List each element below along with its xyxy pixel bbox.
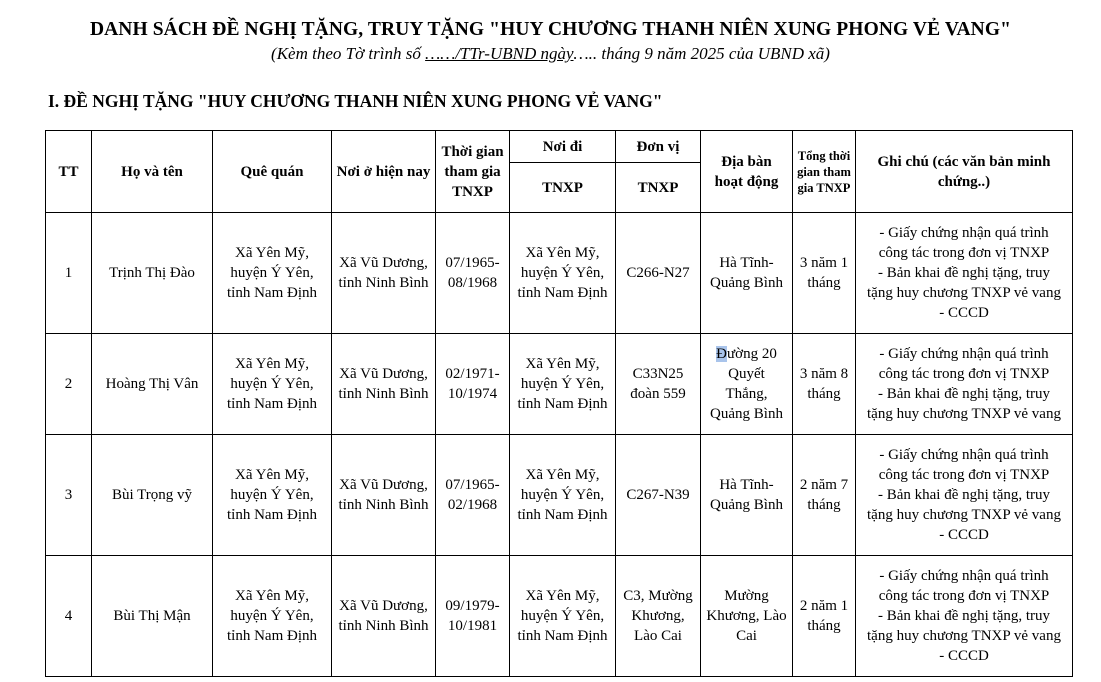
area-line: Hà Tĩnh- [719, 477, 774, 493]
unit-line: C33N25 [632, 366, 684, 382]
residence-line: tỉnh Ninh Bình [338, 386, 429, 402]
time-line: 02/1968 [447, 497, 498, 513]
row-area [701, 334, 793, 435]
origin-line: huyện Ý Yên, [520, 608, 605, 624]
row-residence [332, 334, 436, 435]
row-index: 2 [46, 334, 92, 435]
note-line: - Giấy chứng nhận quá trình [879, 568, 1049, 584]
note-line: - Bản khai đề nghị tặng, truy [877, 608, 1051, 624]
row-total [793, 556, 856, 677]
hometown-line: tỉnh Nam Định [227, 285, 317, 301]
row-origin [510, 435, 616, 556]
origin-line: tỉnh Nam Định [517, 285, 608, 301]
note-line: công tác trong đơn vị TNXP [878, 588, 1050, 604]
row-name: Bùi Trọng vỹ [92, 435, 213, 556]
row-hometown [213, 213, 332, 334]
note-line: - CCCD [939, 527, 989, 543]
residence-line: Xã Vũ Dương, [339, 255, 428, 271]
header-origin-top: Nơi đi [510, 131, 616, 163]
total-line: tháng [807, 497, 841, 513]
row-name: Hoàng Thị Vân [92, 334, 213, 435]
area-line: Hà Tĩnh- [719, 255, 774, 271]
area-line: Quảng Bình [710, 406, 783, 422]
row-origin [510, 213, 616, 334]
note-line: công tác trong đơn vị TNXP [878, 467, 1050, 483]
hometown-line: Xã Yên Mỹ, [234, 356, 309, 372]
unit-line: đoàn 559 [630, 386, 686, 402]
row-hometown [213, 334, 332, 435]
subtitle-suffix: ….. tháng 9 năm 2025 của UBND xã) [573, 44, 830, 63]
area-line-rest: ường 20 [727, 346, 777, 362]
section-heading: I. ĐỀ NGHỊ TẶNG "HUY CHƯƠNG THANH NIÊN XUNG PHONG VẺ VANG" [48, 91, 663, 111]
note-line: - Bản khai đề nghị tặng, truy [877, 386, 1051, 402]
note-line: - CCCD [939, 648, 989, 664]
origin-line: tỉnh Nam Định [517, 628, 608, 644]
header-time [436, 131, 510, 213]
area-line: Quảng Bình [710, 497, 783, 513]
header-time-line: Thời gian [441, 143, 504, 160]
total-line: 2 năm 7 [799, 477, 849, 493]
row-notes [856, 213, 1073, 334]
area-line [701, 344, 792, 364]
header-unit-bottom: TNXP [616, 163, 701, 213]
note-line: - Giấy chứng nhận quá trình [879, 447, 1049, 463]
row-origin [510, 556, 616, 677]
nominee-table [45, 130, 1073, 677]
note-line: công tác trong đơn vị TNXP [878, 366, 1050, 382]
text-selection-highlight: Đ [716, 346, 728, 362]
row-notes [856, 334, 1073, 435]
header-hometown: Quê quán [213, 131, 332, 213]
unit-line: C267-N39 [626, 487, 690, 503]
time-line: 10/1981 [447, 618, 498, 634]
row-area [701, 556, 793, 677]
residence-line: Xã Vũ Dương, [339, 366, 428, 382]
residence-line: Xã Vũ Dương, [339, 598, 428, 614]
note-line: tặng huy chương TNXP vẻ vang [867, 285, 1061, 301]
hometown-line: Xã Yên Mỹ, [234, 245, 309, 261]
total-line: 2 năm 1 [799, 598, 849, 614]
time-line: 08/1968 [447, 275, 498, 291]
origin-line: tỉnh Nam Định [517, 507, 608, 523]
table-row [46, 213, 1073, 334]
row-name: Bùi Thị Mận [92, 556, 213, 677]
origin-line: huyện Ý Yên, [520, 376, 605, 392]
total-line: tháng [807, 275, 841, 291]
area-line: Khương, Lào [706, 608, 787, 624]
row-unit [616, 334, 701, 435]
header-time-line: TNXP [452, 183, 493, 200]
header-area-line: hoạt động [714, 173, 779, 190]
header-tt: TT [46, 131, 92, 213]
total-line: tháng [807, 618, 841, 634]
area-line: Cai [736, 628, 757, 644]
row-total [793, 334, 856, 435]
header-notes-line: Ghi chú (các văn bản minh [877, 153, 1051, 170]
row-notes [856, 435, 1073, 556]
row-hometown [213, 556, 332, 677]
note-line: tặng huy chương TNXP vẻ vang [867, 507, 1061, 523]
header-area [701, 131, 793, 213]
header-notes [856, 131, 1073, 213]
table-row [46, 556, 1073, 677]
origin-line: tỉnh Nam Định [517, 396, 608, 412]
document-title: DANH SÁCH ĐỀ NGHỊ TẶNG, TRUY TẶNG "HUY CHƯƠNG THANH NIÊN XUNG PHONG VẺ VANG" [89, 19, 1012, 40]
document-subtitle [0, 44, 1101, 64]
table-row [46, 334, 1073, 435]
time-line: 07/1965- [445, 477, 500, 493]
row-residence [332, 213, 436, 334]
row-time [436, 213, 510, 334]
note-line: - Giấy chứng nhận quá trình [879, 225, 1049, 241]
area-line: Thắng, [725, 386, 768, 402]
note-line: - Giấy chứng nhận quá trình [879, 346, 1049, 362]
note-line: - Bản khai đề nghị tặng, truy [877, 265, 1051, 281]
hometown-line: huyện Ý Yên, [230, 265, 314, 281]
header-time-line: tham gia [444, 163, 501, 180]
row-time [436, 556, 510, 677]
note-line: tặng huy chương TNXP vẻ vang [867, 406, 1061, 422]
note-line: tặng huy chương TNXP vẻ vang [867, 628, 1061, 644]
unit-line: Lào Cai [634, 628, 682, 644]
hometown-line: huyện Ý Yên, [230, 376, 314, 392]
note-line: công tác trong đơn vị TNXP [878, 245, 1050, 261]
hometown-line: tỉnh Nam Định [227, 628, 317, 644]
area-line: Mường [724, 588, 769, 604]
row-name: Trịnh Thị Đào [92, 213, 213, 334]
row-notes [856, 556, 1073, 677]
unit-line: C266-N27 [626, 265, 690, 281]
hometown-line: Xã Yên Mỹ, [234, 588, 309, 604]
row-time [436, 334, 510, 435]
row-total [793, 213, 856, 334]
header-total-time [793, 131, 856, 213]
hometown-line: huyện Ý Yên, [230, 608, 314, 624]
hometown-line: Xã Yên Mỹ, [234, 467, 309, 483]
table-row [46, 435, 1073, 556]
origin-line: Xã Yên Mỹ, [525, 588, 600, 604]
header-total-line: gian tham [797, 164, 851, 179]
origin-line: Xã Yên Mỹ, [525, 245, 600, 261]
row-index: 1 [46, 213, 92, 334]
subtitle-prefix: (Kèm theo Tờ trình số [271, 44, 426, 63]
row-hometown [213, 435, 332, 556]
header-area-line: Địa bàn [721, 153, 772, 170]
origin-line: huyện Ý Yên, [520, 487, 605, 503]
row-area [701, 435, 793, 556]
header-notes-line: chứng..) [937, 173, 991, 190]
header-name: Họ và tên [92, 131, 213, 213]
subtitle-reference-number: ……/TTr-UBND ngày [425, 44, 574, 63]
note-line: - Bản khai đề nghị tặng, truy [877, 487, 1051, 503]
row-unit [616, 213, 701, 334]
residence-line: tỉnh Ninh Bình [338, 275, 429, 291]
header-unit-top: Đơn vị [616, 131, 701, 163]
total-line: 3 năm 1 [799, 255, 849, 271]
row-origin [510, 334, 616, 435]
area-line: Quyết [728, 366, 765, 382]
time-line: 02/1971- [445, 366, 500, 382]
header-residence: Nơi ở hiện nay [332, 131, 436, 213]
row-unit [616, 556, 701, 677]
residence-line: Xã Vũ Dương, [339, 477, 428, 493]
row-index: 3 [46, 435, 92, 556]
origin-line: Xã Yên Mỹ, [525, 356, 600, 372]
unit-line: Khương, [631, 608, 685, 624]
row-unit [616, 435, 701, 556]
hometown-line: tỉnh Nam Định [227, 396, 317, 412]
row-total [793, 435, 856, 556]
total-line: tháng [807, 386, 841, 402]
residence-line: tỉnh Ninh Bình [338, 618, 429, 634]
row-index: 4 [46, 556, 92, 677]
time-line: 10/1974 [447, 386, 498, 402]
origin-line: Xã Yên Mỹ, [525, 467, 600, 483]
area-line: Quảng Bình [710, 275, 783, 291]
hometown-line: tỉnh Nam Định [227, 507, 317, 523]
total-line: 3 năm 8 [799, 366, 849, 382]
origin-line: huyện Ý Yên, [520, 265, 605, 281]
row-time [436, 435, 510, 556]
row-residence [332, 435, 436, 556]
header-total-line: Tổng thời [797, 148, 851, 163]
time-line: 09/1979- [445, 598, 500, 614]
header-total-line: gia TNXP [797, 180, 851, 195]
unit-line: C3, Mường [623, 588, 693, 604]
time-line: 07/1965- [445, 255, 500, 271]
row-area [701, 213, 793, 334]
header-origin-bottom: TNXP [510, 163, 616, 213]
note-line: - CCCD [939, 305, 989, 321]
row-residence [332, 556, 436, 677]
residence-line: tỉnh Ninh Bình [338, 497, 429, 513]
hometown-line: huyện Ý Yên, [230, 487, 314, 503]
